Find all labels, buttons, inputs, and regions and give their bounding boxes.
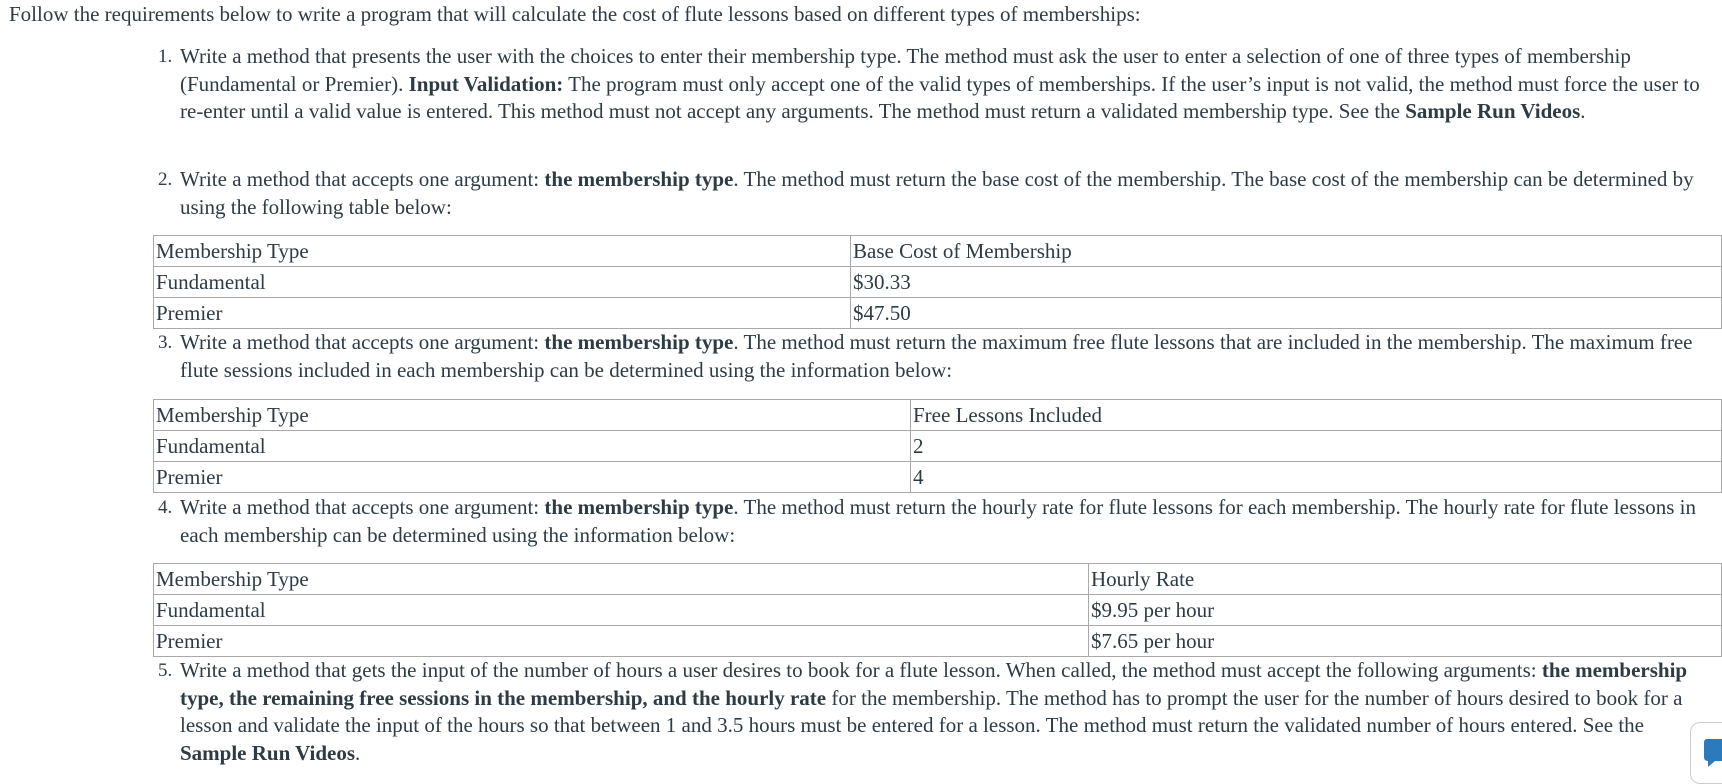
table-row	[154, 431, 1722, 462]
chat-bubble-icon	[1703, 737, 1722, 769]
table-cell: 4	[911, 462, 1722, 493]
text-run-bold: Input Validation:	[408, 71, 564, 96]
table-cell: Free Lessons Included	[911, 400, 1722, 431]
text-run: Write a method that presents the user with the choices to enter their membership type. The method must ask the user to enter a selection of one of three types of membership (Fundamental or Premier).	[180, 44, 1631, 96]
table-cell: Fundamental	[154, 267, 851, 298]
table-cell: Fundamental	[154, 595, 1089, 626]
text-run-bold: the membership type	[544, 167, 734, 191]
text-run: .	[1580, 99, 1586, 123]
intro-text: Follow the requirements below to write a program that will calculate the cost of flute lessons based on different types of memberships:	[9, 2, 1141, 26]
requirement-text	[180, 166, 1700, 221]
table-cell: Membership Type	[154, 400, 911, 431]
text-run: Write a method that accepts one argument:	[180, 330, 545, 354]
item-number: 3.	[158, 332, 173, 353]
item-number: 5.	[158, 660, 173, 681]
table-cell: $9.95 per hour	[1089, 595, 1722, 626]
base-cost-table	[153, 235, 1722, 329]
table-cell: $47.50	[851, 298, 1722, 329]
text-run: Write a method that accepts one argument:	[180, 495, 545, 519]
text-run: Write a method that accepts one argument:	[180, 167, 545, 191]
requirement-item-2	[158, 166, 1700, 221]
table-row	[154, 267, 1722, 298]
chat-widget-button[interactable]	[1690, 722, 1722, 784]
table-row	[154, 236, 1722, 267]
requirement-text	[180, 43, 1700, 126]
text-run-bold: the membership type	[544, 330, 734, 354]
text-run: . The method must return the hourly rate for flute lessons for each membership. The hourly rate for flute lessons in each membership can be determined using the information below:	[180, 495, 1697, 547]
table-row	[154, 564, 1722, 595]
requirement-item-5	[158, 657, 1700, 767]
text-run-bold: the membership type, the remaining free sessions in the membership, and the hourly rate	[180, 658, 1688, 710]
text-run-bold: Sample Run Videos	[180, 740, 356, 765]
text-run: . The method must return the maximum free flute lessons that are included in the membership. The maximum free flute sessions included in each membership can be determined using the information below:	[180, 330, 1693, 382]
text-run-bold: the membership type	[544, 495, 734, 519]
text-run: Write a method that gets the input of the number of hours a user desires to book for a flute lesson. When called, the method must accept the following arguments:	[180, 658, 1542, 682]
item-number: 4.	[158, 497, 173, 518]
table-row	[154, 400, 1722, 431]
table-row	[154, 298, 1722, 329]
table-cell: Premier	[154, 626, 1089, 657]
table-cell: Membership Type	[154, 564, 1089, 595]
table-row	[154, 595, 1722, 626]
requirement-text	[180, 494, 1700, 549]
table-cell: $30.33	[851, 267, 1722, 298]
requirement-item-3	[158, 329, 1700, 384]
item-number: 2.	[158, 169, 173, 190]
table-row	[154, 626, 1722, 657]
hourly-rate-table	[153, 563, 1722, 657]
table-row	[154, 462, 1722, 493]
text-run: The program must only accept one of the valid types of memberships. If the user’s input is not valid, the method must force the user to re-enter until a valid value is entered. This method must not accept any arguments. The method must return a validated membership type. See the	[180, 71, 1700, 123]
table-cell: Hourly Rate	[1089, 564, 1722, 595]
table-cell: Base Cost of Membership	[851, 236, 1722, 267]
requirement-item-4	[158, 494, 1700, 549]
table-cell: $7.65 per hour	[1089, 626, 1722, 657]
table-cell: Membership Type	[154, 236, 851, 267]
free-lessons-table	[153, 399, 1722, 493]
item-number: 1.	[158, 46, 173, 67]
table-cell: Premier	[154, 298, 851, 329]
table-cell: Fundamental	[154, 431, 911, 462]
text-run: . The method must return the base cost of the membership. The base cost of the membership can be determined by using the following table below:	[180, 167, 1694, 219]
text-run: for the membership. The method has to prompt the user for the number of hours desired to book for a lesson and validate the input of the hours so that between 1 and 3.5 hours must be entered for a lesson. The method must return the validated number of hours entered. See the	[180, 685, 1683, 737]
table-cell: 2	[911, 431, 1722, 462]
requirement-text	[180, 657, 1700, 767]
text-run: .	[355, 740, 361, 765]
text-run-bold: Sample Run Videos	[1405, 99, 1581, 123]
requirement-text	[180, 329, 1700, 384]
table-cell: Premier	[154, 462, 911, 493]
requirement-item-1	[158, 43, 1700, 126]
